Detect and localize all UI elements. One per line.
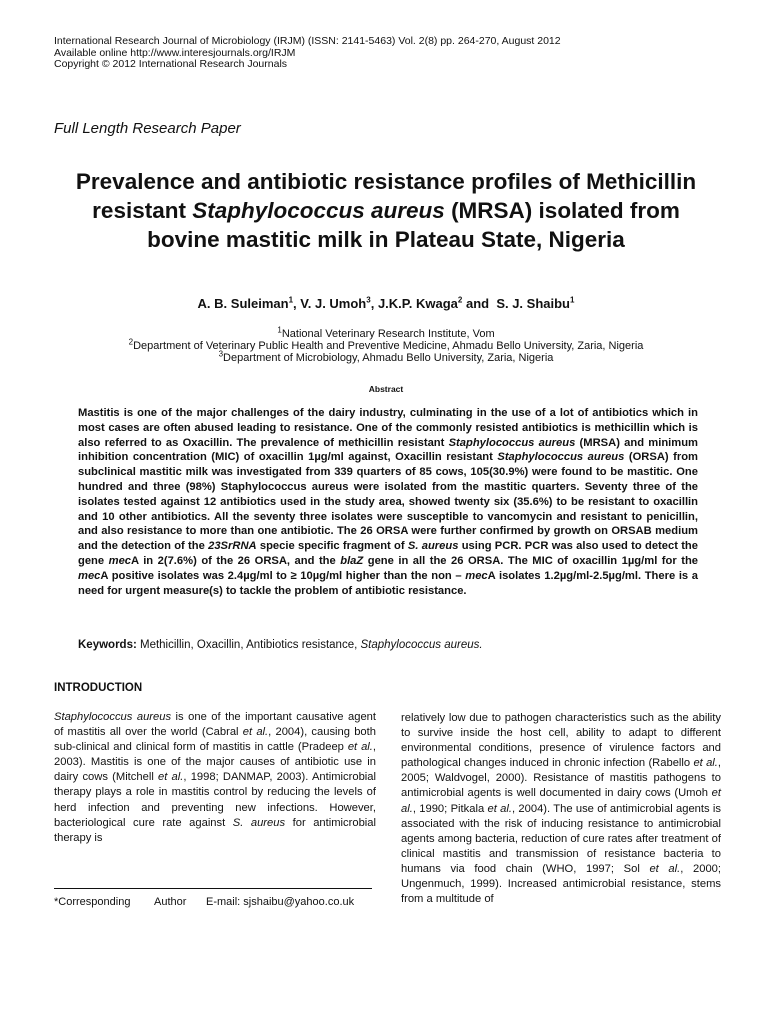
author-email: E-mail: sjshaibu@yahoo.co.uk (206, 896, 355, 908)
author: J.K.P. Kwaga$^2$ and (377, 295, 497, 311)
author-list (54, 296, 718, 311)
paper-type: Full Length Research Paper (54, 120, 241, 137)
journal-header (54, 36, 561, 71)
corresponding-author-footnote: *Corresponding Author E-mail: sjshaibu@yahoo.co.uk (54, 896, 355, 908)
affiliation: $^3$Department of Microbiology, Ahmadu Bello University, Zaria, Nigeria (218, 349, 554, 364)
abstract-text: Mastitis is one of the major challenges of the dairy industry, culminating in the use of a lot of antibiotics which in most cases are often abused leading to resistance. One of the commonly resisted antibiotics is methicillin which is also referred to as Oxacillin. The prevalence of methicillin resistant Staphylococcus aureus (MRSA) and minimum inhibition concentration (MIC) of oxacillin 1µg/ml against, Oxacillin resistant Staphylococcus aureus (ORSA) from subclinical mastitic milk was investigated from 339 quarters of 85 cows, 105(30.9%) were found to be mastitic. One hundred and three (98%) Staphylococcus aureus were isolated from the mastitic quarters. Seventy three of the isolates tested against 12 antibiotics used in the study area, showed twenty six (35.6%) to be resistant to oxacillin and 10 other antibiotics. All the seventy three isolates were susceptible to vancomycin and resistant to penicillin, and also resistance to more than one antibiotic. The 26 ORSA were further confirmed by growth on ORSAB medium and the detection of the 23SrRNA specie specific fragment of S. aureus using PCR. PCR was also used to detect the gene mecA in 2(7.6%) of the 26 ORSA, and the blaZ gene in all the 26 ORSA. The MIC of oxacillin 1µg/ml for the mecA positive isolates was 2.4µg/ml to ≥ 10µg/ml higher than the non – mecA isolates 1.2µg/ml-2.5µg/ml. There is a need for urgent measure(s) to tackle the problem of antibiotic resistance. (78, 407, 699, 597)
footnote-divider (54, 888, 372, 889)
keywords-label: Keywords: (78, 639, 137, 651)
intro-column-left: Staphylococcus aureus is one of the important causative agent of mastitis all over the world (Cabral et al., 2004), causing both sub-clinical and clinical form of mastitis in cattle (Pradeep et al., 2003). Mastitis is one of the major causes of antibiotic use in dairy cows (Mitchell et al., 1998; DANMAP, 2003). Antimicrobial therapy plays a role in mastitis control by reducing the levels of herd infection and preventing new infections. However, bacteriological cure rate against S. aureus for antimicrobial therapy is (54, 711, 377, 844)
journal-citation: International Research Journal of Microbiology (IRJM) (ISSN: 2141-5463) Vol. 2(8) pp. 264-270, August 2012 (54, 35, 561, 47)
keywords: Keywords: Methicillin, Oxacillin, Antibiotics resistance, Staphylococcus aureus. (78, 639, 483, 651)
affiliations (54, 325, 718, 364)
section-heading-introduction: INTRODUCTION (54, 682, 143, 694)
abstract-heading: Abstract (368, 384, 404, 394)
affiliation: $^1$National Veterinary Research Institute, Vom (277, 325, 495, 340)
author: V. J. Umoh$^3$, (300, 295, 378, 311)
journal-url: Available online http://www.interesjournals.org/IRJM (54, 46, 296, 59)
author: A. B. Suleiman$^1$, (197, 295, 301, 311)
intro-column-right: relatively low due to pathogen characteristics such as the ability to survive inside the host cell, ability to adapt to different environmental conditions, presence of virulence factors and pathological changes induced in chronic infection (Rabello et al., 2005; Waldvogel, 2000). Resistance of mastitis pathogens to antimicrobial agents is well documented in dairy cows (Umoh et al., 1990; Pitkala et al., 2004). The use of antimicrobial agents is associated with the risk of inducing resistance to antimicrobial agents among bacteria, reduction of cure rates after treatment of clinical mastitis and transmission of resistance bacteria to humans via food chain (WHO, 1997; Sol et al., 2000; Ungenmuch, 1999). Increased antimicrobial resistance, stems from a multitude of (401, 712, 722, 906)
paper-title: Prevalence and antibiotic resistance profiles of Methicillin resistant Staphylococcus aureus (MRSA) isolated from bovine mastitic milk in Plateau State, Nigeria (75, 169, 697, 252)
affiliation: $^2$Department of Veterinary Public Health and Preventive Medicine, Ahmadu Bello University, Zaria, Nigeria (128, 337, 644, 352)
author: S. J. Shaibu$^1$ (496, 295, 575, 311)
copyright-line: Copyright © 2012 International Research Journals (54, 58, 288, 70)
